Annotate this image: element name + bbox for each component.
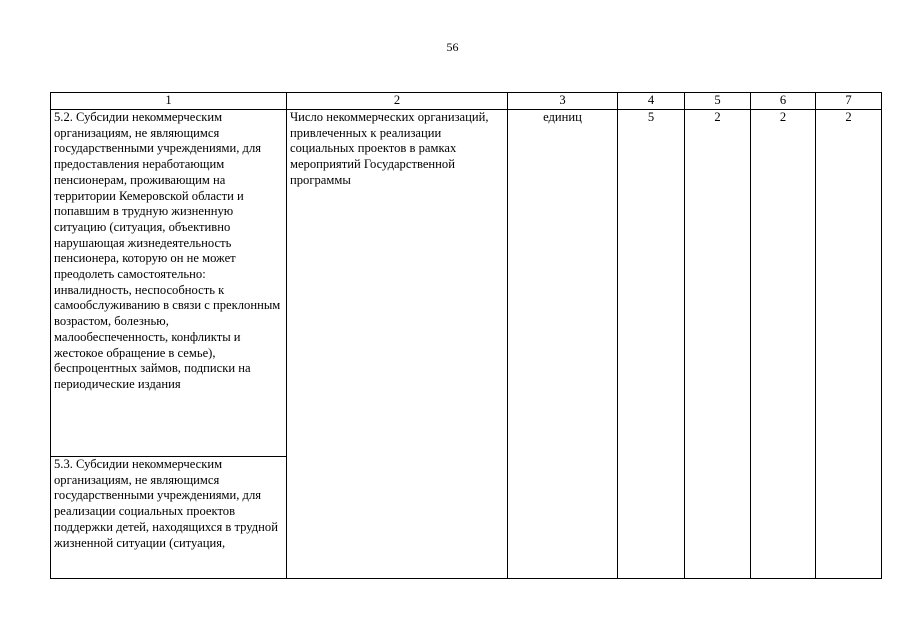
value-col-4: 5: [618, 110, 685, 579]
header-col-2: 2: [287, 93, 508, 110]
measure-description-5-2: 5.2. Субсидии некоммерческим организациям, не являющимся государственными учреждениями, для предоставления неработающим пенсионерам, проживающим на территории Кемеровской области и попавшим в трудную жизненную ситуацию (ситуация, объективно нарушающая жизнедеятельность пенсионера, которую он не может преодолеть самостоятельно: инвалидность, неспособность к самообслуживанию в связи с преклонным возрастом, болезнью, малообеспеченность, конфликты и жестокое обращение в семье), беспроцентных займов, подписки на периодические издания: [51, 110, 287, 457]
header-col-1: 1: [51, 93, 287, 110]
table-row: [51, 110, 882, 457]
header-col-5: 5: [685, 93, 751, 110]
header-col-6: 6: [751, 93, 816, 110]
indicator-table: [50, 92, 882, 579]
header-col-3: 3: [508, 93, 618, 110]
value-col-6: 2: [751, 110, 816, 579]
header-col-7: 7: [816, 93, 882, 110]
indicator-name: Число некоммерческих организаций, привлеченных к реализации социальных проектов в рамках мероприятий Государственной программы: [287, 110, 508, 579]
value-col-5: 2: [685, 110, 751, 579]
unit-of-measure: единиц: [508, 110, 618, 579]
measure-description-5-3: 5.3. Субсидии некоммерческим организациям, не являющимся государственными учреждениями, для реализации социальных проектов поддержки детей, находящихся в трудной жизненной ситуации (ситуация,: [51, 457, 287, 579]
header-col-4: 4: [618, 93, 685, 110]
page-number: 56: [446, 40, 459, 54]
header-row: [51, 93, 882, 110]
value-col-7: 2: [816, 110, 882, 579]
